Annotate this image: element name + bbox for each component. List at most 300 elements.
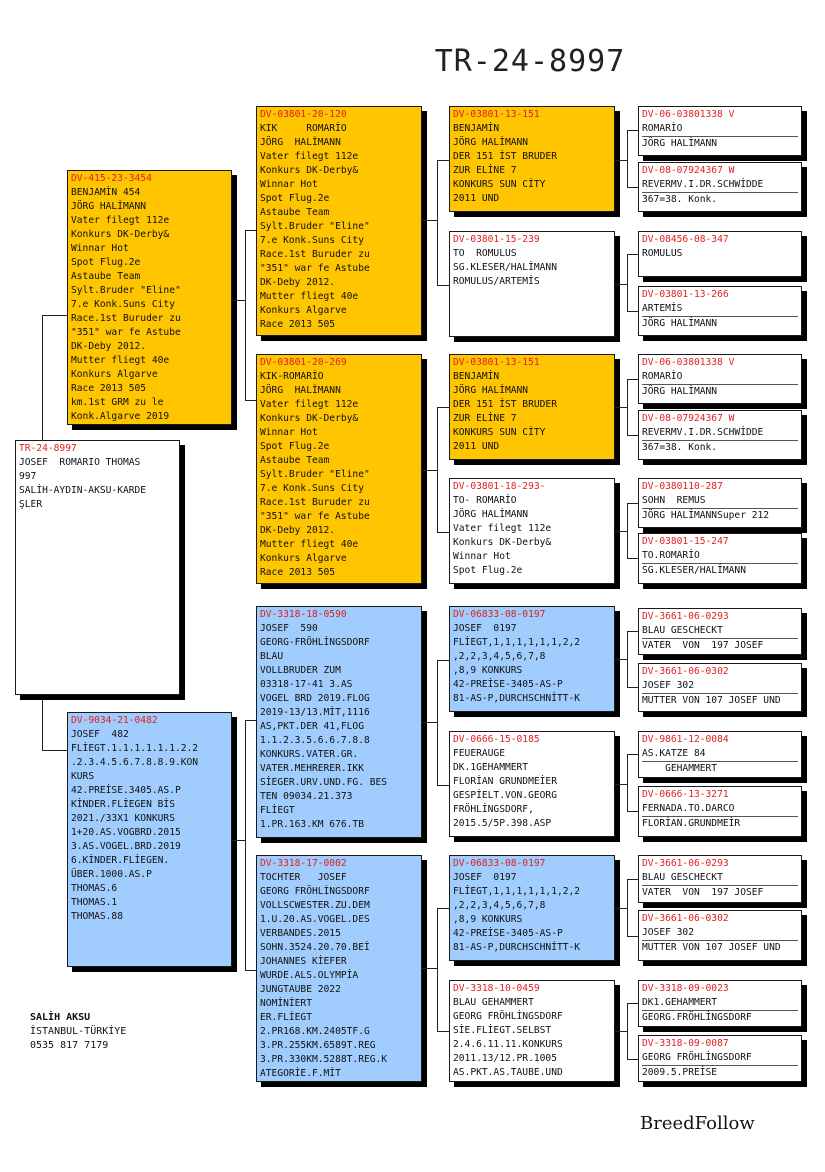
connector-line: [437, 908, 438, 1031]
box-lines: [642, 1051, 798, 1080]
ancestor-box-gen3: [449, 731, 615, 837]
sire-box: [67, 170, 232, 425]
ancestor-box-gen3: [449, 478, 615, 584]
connector-line: [627, 558, 638, 559]
box-lines: [642, 679, 798, 708]
box-line: JÖRG HALİMANN: [453, 137, 529, 148]
connector-line: [627, 754, 638, 755]
box-line: ,2,2,3,4,5,6,7,8: [453, 651, 546, 662]
box-line: Vater filegt 112e: [260, 399, 359, 410]
box-line: JÖRG HALİMANN: [642, 318, 718, 329]
ancestor-box-gen4: [638, 286, 802, 336]
connector-line: [615, 784, 627, 785]
connector-line: [437, 160, 449, 161]
ring-number: DV-03801-20-120: [260, 109, 347, 120]
box-line: GESPİELT.VON.GEORG: [453, 790, 557, 801]
connector-line: [627, 254, 628, 311]
box-line: TO ROMULUS: [453, 248, 517, 259]
box-lines: [642, 178, 798, 207]
box-lines: [453, 494, 611, 578]
box-lines: [642, 747, 798, 776]
ring-number: DV-06833-08-0197: [453, 609, 546, 620]
connector-line: [615, 160, 627, 161]
ring-number: DV-03801-13-151: [453, 357, 540, 368]
ring-number: DV-3661-06-0302: [642, 913, 729, 924]
box-line: DK-Deby 2012.: [71, 341, 147, 352]
box-line: 42.PREİSE.3405.AS.P: [71, 785, 181, 796]
box-line: 2015.5/5P.398.ASP: [453, 818, 552, 829]
box-lines: [642, 370, 798, 399]
box-line: Race 2013 505: [260, 567, 336, 578]
box-line: 2.PR168.KM.2405TF.G: [260, 1026, 370, 1037]
connector-line: [615, 908, 627, 909]
ring-number: DV-03801-15-239: [453, 234, 540, 245]
box-line: 2011.13/12.PR.1005: [453, 1053, 557, 1064]
ancestor-box-gen2: [256, 855, 422, 1082]
box-line: FLİEGT,1,1,1,1,1,1,2,2: [453, 886, 581, 897]
connector-line: [627, 435, 638, 436]
connector-line: [627, 254, 638, 255]
box-line: GEORG FRÖHLİNGSDORF: [260, 886, 370, 897]
connector-line: [627, 503, 638, 504]
connector-line: [437, 532, 449, 533]
box-line: THOMAS.1: [71, 897, 118, 908]
ring-number: DV-0380110-287: [642, 481, 723, 492]
box-line: Winnar Hot: [453, 551, 511, 562]
box-line: AS,PKT.DER 41,FLOG: [260, 721, 364, 732]
box-line: JÖRG HALİMANN: [260, 385, 341, 396]
owner-location: İSTANBUL-TÜRKİYE: [30, 1026, 127, 1037]
connector-line: [437, 908, 449, 909]
connector-line: [627, 631, 628, 687]
box-line: 7.e Konk.Suns City: [260, 235, 364, 246]
box-line: 81-AS-P,DURCHSCHNİTT-K: [453, 942, 581, 953]
box-line: THOMAS.88: [71, 911, 123, 922]
box-line: 1+20.AS.VOGBRD.2015: [71, 827, 181, 838]
ring-number: DV-3661-06-0293: [642, 611, 729, 622]
box-line: Konkurs Algarve: [260, 305, 347, 316]
connector-line: [627, 879, 628, 936]
connector-line: [437, 407, 438, 532]
box-lines: [71, 186, 228, 424]
box-line: Astaube Team: [260, 207, 330, 218]
box-line: JÖRG HALİMANN: [642, 386, 718, 397]
box-line: JOSEF 482: [71, 729, 129, 740]
box-line: Konkurs Algarve: [71, 369, 158, 380]
box-line: 42-PREİSE-3405-AS-P: [453, 679, 563, 690]
box-line: FRÖHLİNGSDORF,: [453, 804, 534, 815]
box-line: BENJAMİN: [453, 371, 500, 382]
box-line: JOSEF 302: [642, 926, 798, 941]
box-line: JOSEF 590: [260, 623, 318, 634]
box-line: Race 2013 505: [260, 319, 336, 330]
ring-number: DV-08-07924367 W: [642, 165, 735, 176]
box-lines: [642, 122, 798, 151]
ring-number: DV-03801-13-151: [453, 109, 540, 120]
box-lines: [642, 549, 798, 578]
box-line: BLAU GESCHECKT: [642, 624, 798, 639]
connector-line: [627, 503, 628, 558]
box-line: 2021./33X1 KONKURS: [71, 813, 175, 824]
box-line: ŞLER: [19, 499, 43, 510]
ring-number: DV-9861-12-0084: [642, 734, 729, 745]
connector-line: [245, 720, 256, 721]
ring-number: TR-24-8997: [19, 443, 77, 454]
box-line: SOHN REMUS: [642, 494, 798, 509]
box-line: 997: [19, 471, 37, 482]
box-line: 6.KİNDER.FLİEGEN.: [71, 855, 170, 866]
owner-name: SALİH AKSU: [30, 1012, 91, 1023]
connector-line: [437, 160, 438, 285]
box-line: "351" war fe Astube: [260, 263, 370, 274]
ancestor-box-gen4: [638, 1035, 802, 1082]
connector-line: [627, 687, 638, 688]
connector-line: [232, 300, 245, 301]
box-line: 1.PR.163.KM 676.TB: [260, 819, 364, 830]
box-line: JÖRG HALİMANN: [453, 385, 529, 396]
box-line: FLORİAN.GRUNDMEİR: [642, 818, 741, 829]
box-line: SALİH-AYDIN-AKSU-KARDE: [19, 485, 147, 496]
ring-number: DV-3318-10-0459: [453, 983, 540, 994]
ring-number: DV-03801-18-293-: [453, 481, 546, 492]
box-line: KONKURS.VATER.GR.: [260, 749, 359, 760]
ancestor-box-gen4: [638, 354, 802, 404]
box-line: FLİEGT,1,1,1,1,1,1,2,2: [453, 637, 581, 648]
connector-line: [437, 1031, 449, 1032]
connector-line: [437, 660, 449, 661]
connector-line: [437, 407, 449, 408]
connector-line: [627, 1059, 638, 1060]
box-line: ZUR ELİNE 7: [453, 165, 517, 176]
box-line: 7.e Konk.Suns City: [71, 299, 175, 310]
box-line: Konk.Algarve 2019: [71, 411, 170, 422]
box-line: Race.1st Buruder zu: [71, 313, 181, 324]
box-lines: [260, 370, 418, 580]
ring-number: DV-03801-20-269: [260, 357, 347, 368]
ring-number: DV-9034-21-0482: [71, 715, 158, 726]
box-line: NOMİNİERT: [260, 998, 312, 1009]
box-lines: [453, 871, 611, 955]
box-line: JÖRG HALİMANN: [71, 201, 147, 212]
box-line: GEORG FRÖHLİNGSDORF: [642, 1051, 798, 1066]
box-lines: [642, 302, 798, 331]
box-line: JUNGTAUBE 2022: [260, 984, 341, 995]
ring-number: DV-03801-15-247: [642, 536, 729, 547]
box-line: JOSEF 0197: [453, 872, 517, 883]
box-line: 2011 UND: [453, 441, 500, 452]
box-line: WURDE.ALS.OLYMPİA: [260, 970, 359, 981]
box-lines: [453, 370, 611, 454]
box-lines: [642, 426, 798, 455]
connector-line: [245, 720, 246, 970]
connector-line: [42, 750, 67, 751]
box-lines: [71, 728, 228, 924]
connector-line: [42, 700, 43, 750]
connector-line: [627, 130, 628, 187]
box-line: 2019-13/13.MİT,1116: [260, 707, 370, 718]
box-line: ER.FLİEGT: [260, 1012, 312, 1023]
box-line: Winnar Hot: [260, 179, 318, 190]
box-line: SG.KLESER/HALİMANN: [453, 262, 557, 273]
box-line: Spot Flug.2e: [260, 441, 330, 452]
box-lines: [260, 871, 418, 1081]
box-lines: [642, 996, 798, 1025]
box-line: Mutter fliegt 40e: [260, 291, 359, 302]
pedigree-title: TR-24-8997: [434, 44, 626, 79]
box-line: BLAU GESCHECKT: [642, 871, 798, 886]
box-line: ATEGORİE.F.MİT: [260, 1068, 341, 1079]
box-line: AS.PKT.AS.TAUBE.UND: [453, 1067, 563, 1078]
box-line: ,8,9 KONKURS: [453, 914, 523, 925]
box-line: KONKURS SUN CİTY: [453, 179, 546, 190]
box-lines: [453, 996, 611, 1080]
connector-line: [627, 1003, 628, 1059]
ancestor-box-gen4: [638, 731, 802, 778]
box-lines: [453, 747, 611, 831]
ancestor-box-gen4: [638, 663, 802, 712]
box-line: Race.1st Buruder zu: [260, 249, 370, 260]
box-line: KIK-ROMARİO: [260, 371, 324, 382]
connector-line: [627, 936, 638, 937]
box-line: "351" war fe Astube: [260, 511, 370, 522]
box-line: DER 151 İST BRUDER: [453, 151, 557, 162]
box-line: GEORG FRÖHLİNGSDORF: [453, 1011, 563, 1022]
box-line: JÖRG HALİMANN: [642, 138, 718, 149]
box-line: ,2,2,3,4,5,6,7,8: [453, 900, 546, 911]
connector-line: [437, 660, 438, 785]
box-line: .2.3.4.5.6.7.8.8.9.KON: [71, 757, 199, 768]
box-line: VATER VON 197 JOSEF: [642, 640, 764, 651]
box-line: ROMULUS/ARTEMİS: [453, 276, 540, 287]
connector-line: [627, 187, 638, 188]
box-line: JÖRG HALİMANN: [260, 137, 341, 148]
box-line: KURS: [71, 771, 95, 782]
box-line: BLAU: [260, 651, 284, 662]
connector-line: [627, 379, 638, 380]
box-line: VOLLBRUDER ZUM: [260, 665, 341, 676]
connector-line: [422, 220, 437, 221]
box-line: Konkurs DK-Derby&: [260, 413, 359, 424]
box-line: 3.PR.255KM.6589T.REG: [260, 1040, 376, 1051]
box-line: FLİEGT.1.1.1.1.1.1.2.2: [71, 743, 199, 754]
subject-box: [15, 440, 180, 695]
box-line: ROMARİO: [642, 370, 798, 385]
box-line: 3.AS.VOGEL.BRD.2019: [71, 841, 181, 852]
box-line: MUTTER VON 107 JOSEF UND: [642, 942, 781, 953]
ancestor-box-gen4: [638, 106, 802, 156]
box-line: BENJAMİN: [453, 123, 500, 134]
box-line: Spot Flug.2e: [453, 565, 523, 576]
box-line: FEUERAUGE: [453, 748, 505, 759]
box-line: KİNDER.FLİEGEN BİS: [71, 799, 175, 810]
box-line: 1.1.2.3.5.6.6.7.8.8: [260, 735, 370, 746]
connector-line: [627, 631, 638, 632]
connector-line: [437, 785, 449, 786]
connector-line: [245, 230, 246, 400]
ring-number: DV-06-03801338 V: [642, 109, 735, 120]
box-lines: [453, 122, 611, 206]
box-line: REVERMV.I.DR.SCHWİDDE: [642, 178, 798, 193]
box-line: Konkurs DK-Derby&: [453, 537, 552, 548]
ancestor-box-gen4: [638, 162, 802, 212]
box-lines: [642, 802, 798, 831]
box-line: FLORİAN GRUNDMEİER: [453, 776, 557, 787]
connector-line: [627, 1003, 638, 1004]
box-line: FLİEGT: [260, 805, 295, 816]
ring-number: DV-08-07924367 W: [642, 413, 735, 424]
box-lines: [642, 247, 798, 261]
box-line: ZUR ELİNE 7: [453, 413, 517, 424]
box-line: Race.1st Buruder zu: [260, 497, 370, 508]
box-line: 42-PREİSE-3405-AS-P: [453, 928, 563, 939]
connector-line: [627, 811, 638, 812]
box-line: ARTEMİS: [642, 302, 798, 317]
ancestor-box-gen2: [256, 106, 422, 336]
box-line: VERBANDES.2015: [260, 928, 341, 939]
box-line: 03318-17-41 3.AS: [260, 679, 353, 690]
connector-line: [615, 531, 627, 532]
box-line: GEORG.FRÖHLİNGSDORF: [642, 1012, 752, 1023]
ring-number: DV-3318-18-0590: [260, 609, 347, 620]
box-line: AS.KATZE 84: [642, 747, 798, 762]
box-line: SOHN.3524.20.70.BEİ: [260, 942, 370, 953]
box-line: JOHANNES KİEFER: [260, 956, 347, 967]
ancestor-box-gen3: [449, 354, 615, 460]
box-line: 367=38. Konk.: [642, 442, 718, 453]
ancestor-box-gen4: [638, 786, 802, 837]
ancestor-box-gen4: [638, 478, 802, 528]
box-line: SG.KLESER/HALİMANN: [642, 565, 746, 576]
connector-line: [615, 284, 627, 285]
connector-line: [245, 400, 256, 401]
connector-line: [615, 659, 627, 660]
ancestor-box-gen4: [638, 608, 802, 655]
box-line: Mutter fliegt 40e: [260, 539, 359, 550]
box-line: Sylt.Bruder "Eline": [260, 221, 370, 232]
ring-number: DV-3318-09-0023: [642, 983, 729, 994]
box-line: Race 2013 505: [71, 383, 147, 394]
ring-number: DV-3318-09-0087: [642, 1038, 729, 1049]
box-line: TO- ROMARİO: [453, 495, 517, 506]
box-line: GEORG-FRÖHLİNGSDORF: [260, 637, 370, 648]
ring-number: DV-3661-06-0293: [642, 858, 729, 869]
box-line: ,8,9 KONKURS: [453, 665, 523, 676]
box-line: Winnar Hot: [260, 427, 318, 438]
connector-line: [422, 470, 437, 471]
box-line: km.1st GRM zu le: [71, 397, 164, 408]
box-line: 2011 UND: [453, 193, 500, 204]
ancestor-box-gen2: [256, 606, 422, 838]
ancestor-box-gen3: [449, 855, 615, 961]
box-line: Konkurs DK-Derby&: [260, 165, 359, 176]
box-lines: [642, 624, 798, 653]
box-line: 2.4.6.11.11.KONKURS: [453, 1039, 563, 1050]
ring-number: DV-08456-08-347: [642, 234, 729, 245]
box-lines: [260, 622, 418, 832]
box-line: Vater filegt 112e: [453, 523, 552, 534]
ring-number: DV-06833-08-0197: [453, 858, 546, 869]
box-line: DK1.GEHAMMERT: [642, 996, 798, 1011]
ring-number: DV-03801-13-266: [642, 289, 729, 300]
box-line: REVERMV.I.DR.SCHWİDDE: [642, 426, 798, 441]
connector-line: [627, 130, 638, 131]
ancestor-box-gen3: [449, 606, 615, 712]
box-line: SİEGER.URV.UND.FG. BES: [260, 777, 388, 788]
connector-line: [42, 315, 67, 316]
box-line: JÖRG HALİMANNSuper 212: [642, 510, 770, 521]
box-line: 1.U.20.AS.VOGEL.DES: [260, 914, 370, 925]
box-line: Spot Flug.2e: [260, 193, 330, 204]
ancestor-box-gen4: [638, 533, 802, 584]
box-lines: [453, 622, 611, 706]
connector-line: [245, 970, 256, 971]
ancestor-box-gen4: [638, 910, 802, 961]
box-line: Mutter fliegt 40e: [71, 355, 170, 366]
box-line: Spot Flug.2e: [71, 257, 141, 268]
dam-box: [67, 712, 232, 967]
box-line: TOCHTER JOSEF: [260, 872, 347, 883]
connector-line: [422, 722, 437, 723]
box-line: 7.e Konk.Suns City: [260, 483, 364, 494]
ring-number: DV-06-03801338 V: [642, 357, 735, 368]
box-line: SİE.FLİEGT.SELBST: [453, 1025, 552, 1036]
box-line: 81-AS-P,DURCHSCHNİTT-K: [453, 693, 581, 704]
box-line: VOGEL BRD 2019.FLOG: [260, 693, 370, 704]
ancestor-box-gen4: [638, 231, 802, 277]
box-line: DK.1GEHAMMERT: [453, 762, 529, 773]
box-line: Vater filegt 112e: [71, 215, 170, 226]
owner-info: [30, 1011, 126, 1053]
connector-line: [627, 379, 628, 435]
box-line: Winnar Hot: [71, 243, 129, 254]
box-line: TO.ROMARİO: [642, 549, 798, 564]
box-line: JOSEF 0197: [453, 623, 517, 634]
box-line: BLAU GEHAMMERT: [453, 997, 534, 1008]
box-line: ROMULUS: [642, 248, 683, 259]
connector-line: [245, 230, 256, 231]
box-lines: [19, 456, 176, 512]
owner-phone: 0535 817 7179: [30, 1040, 109, 1051]
box-line: THOMAS.6: [71, 883, 118, 894]
box-line: VATER VON 197 JOSEF: [642, 887, 764, 898]
box-line: BENJAMİN 454: [71, 187, 141, 198]
box-line: DK-Deby 2012.: [260, 277, 336, 288]
connector-line: [627, 754, 628, 811]
box-line: JÖRG HALİMANN: [453, 509, 529, 520]
connector-line: [627, 311, 638, 312]
box-line: Astaube Team: [71, 271, 141, 282]
connector-line: [232, 840, 245, 841]
ancestor-box-gen4: [638, 410, 802, 460]
connector-line: [627, 879, 638, 880]
box-line: DK-Deby 2012.: [260, 525, 336, 536]
ring-number: DV-415-23-3454: [71, 173, 152, 184]
box-line: GEHAMMERT: [642, 763, 718, 774]
box-line: Sylt.Bruder "Eline": [260, 469, 370, 480]
box-lines: [260, 122, 418, 332]
connector-line: [437, 285, 449, 286]
box-line: ÜBER.1000.AS.P: [71, 869, 152, 880]
box-line: KONKURS SUN CİTY: [453, 427, 546, 438]
box-line: ROMARİO: [642, 122, 798, 137]
box-line: VATER.MEHRERER.IKK: [260, 763, 364, 774]
box-lines: [642, 926, 798, 955]
ring-number: DV-3318-17-0002: [260, 858, 347, 869]
box-line: KIK ROMARİO: [260, 123, 347, 134]
box-line: JOSEF ROMARIO THOMAS: [19, 457, 141, 468]
connector-line: [615, 407, 627, 408]
box-line: FERNADA.TO.DARCO: [642, 802, 798, 817]
